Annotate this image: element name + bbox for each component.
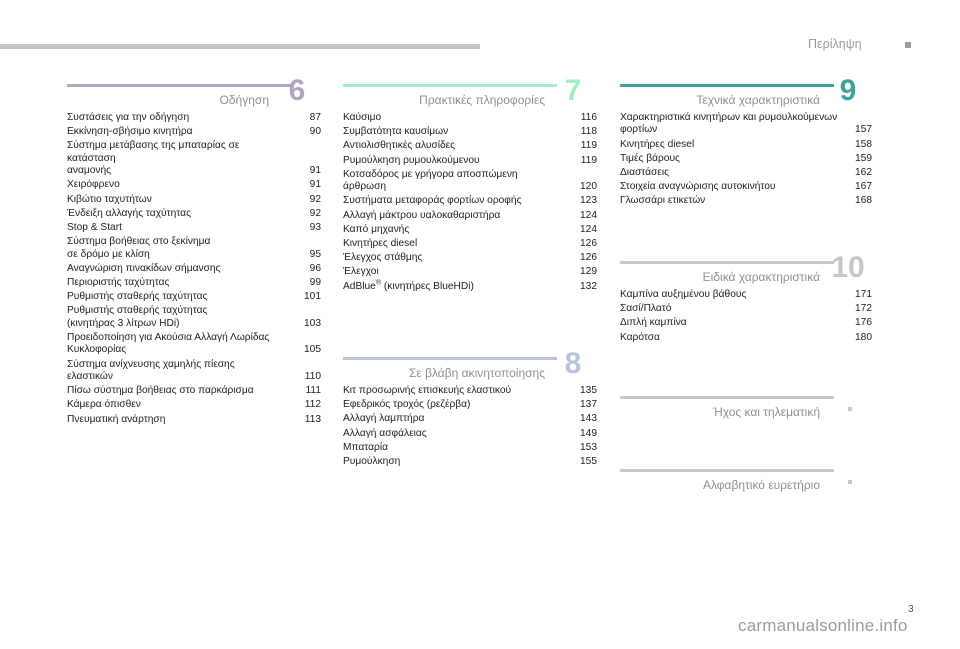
toc-entry[interactable] [67, 194, 321, 206]
toc-entry-label: Ρυμούλκηση [343, 456, 401, 468]
toc-entry-label: Εφεδρικός τροχός (ρεζέρβα) [343, 399, 471, 411]
toc-entry-page: 119 [580, 154, 597, 166]
toc-entry-page: 101 [304, 291, 321, 303]
toc-entry[interactable] [343, 413, 597, 425]
toc-entry[interactable] [67, 179, 321, 191]
toc-entry-label: Κοτσαδόρος με γρήγορα αποσπώμενη άρθρωση [343, 168, 518, 193]
toc-entry-label [343, 281, 474, 293]
toc-entry-label: Αλλαγή λαμπτήρα [343, 413, 425, 425]
toc-entry-page: 167 [855, 181, 872, 193]
toc-entry[interactable] [343, 140, 597, 152]
toc-entry-page: 92 [309, 207, 321, 219]
toc-entry-label: Αλλαγή ασφάλειας [343, 427, 427, 439]
section-title: Πρακτικές πληροφορίες [419, 93, 545, 107]
toc-entry-label: Μπαταρία [343, 441, 388, 453]
toc-entry-page: 119 [580, 140, 597, 152]
toc-entry-page: 111 [305, 385, 321, 397]
toc-entry[interactable] [67, 359, 321, 384]
toc-entry-label: Προειδοποίηση για Ακούσια Αλλαγή Λωρίδας Κυκλοφορίας [67, 332, 270, 356]
toc-entry[interactable] [343, 252, 597, 264]
toc-entry-page: 159 [855, 152, 872, 164]
toc-entry[interactable] [67, 208, 321, 220]
toc-entry-page: 129 [580, 266, 597, 278]
footer-watermark: carmanualsonline.info [738, 616, 908, 635]
toc-entry-label: Σύστημα ανίχνευσης χαμηλής πίεσης ελαστικών [67, 358, 235, 383]
toc-entry-label: Σύστημα μετάβασης της μπαταρίας σε κατάσταση αναμονής [67, 140, 240, 177]
section-title: Τεχνικά χαρακτηριστικά [696, 93, 820, 107]
toc-entry-page: 137 [580, 399, 597, 411]
toc-entry-label: Κάμερα όπισθεν [67, 399, 141, 411]
toc-entry[interactable] [67, 332, 321, 357]
toc-entry-label: Αλλαγή μάκτρου υαλοκαθαριστήρα [343, 209, 501, 221]
toc-entry[interactable] [343, 210, 597, 222]
page-header-summary: Περίληψη [808, 37, 862, 51]
section-bar [620, 261, 834, 264]
toc-entry-page: 95 [309, 248, 321, 260]
toc-entry-page: 120 [580, 181, 597, 193]
toc-entry[interactable] [67, 277, 321, 289]
section-title: Ειδικά χαρακτηριστικά [702, 270, 820, 284]
section-dot-marker [848, 407, 852, 411]
toc-entry-page: 176 [855, 317, 872, 329]
toc-entry[interactable] [67, 414, 321, 426]
toc-entry-page: 90 [309, 126, 321, 138]
toc-entry[interactable] [620, 139, 872, 151]
toc-entry-label: Ρυμούλκηση ρυμουλκούμενου [343, 154, 480, 166]
toc-entry-label: Ρυθμιστής σταθερής ταχύτητας [67, 291, 208, 303]
toc-entry[interactable] [343, 112, 597, 124]
toc-entry-page: 110 [304, 371, 321, 383]
toc-entry-page: 168 [855, 195, 872, 207]
toc-entry-page: 172 [855, 303, 872, 315]
toc-entry[interactable] [620, 303, 872, 315]
toc-entry[interactable] [620, 317, 872, 329]
toc-entry-label: Κινητήρες diesel [620, 138, 695, 150]
toc-entry-page: 91 [309, 165, 321, 177]
section-dot-marker [848, 480, 852, 484]
toc-entry[interactable] [343, 385, 597, 397]
toc-entry-page: 93 [309, 222, 321, 234]
toc-entry-label: Αντιολισθητικές αλυσίδες [343, 140, 456, 152]
section-title: Αλφαβητικό ευρετήριο [702, 478, 820, 492]
toc-entry-page: 126 [580, 252, 597, 264]
section-bar [343, 357, 557, 360]
toc-entry[interactable] [343, 266, 597, 278]
toc-entry[interactable] [343, 126, 597, 138]
toc-entry-label: Σασί/Πλατό [620, 303, 672, 315]
toc-entry-page: 124 [580, 209, 597, 221]
toc-entry-label: Ένδειξη αλλαγής ταχύτητας [67, 207, 191, 219]
toc-entries [343, 112, 597, 295]
toc-entry-label: Καπό μηχανής [343, 223, 410, 235]
toc-entry[interactable] [67, 399, 321, 411]
toc-entry-label: Πίσω σύστημα βοήθειας στο παρκάρισμα [67, 385, 254, 397]
header-square-marker [905, 42, 911, 48]
toc-entry-page: 157 [855, 124, 872, 136]
toc-entry[interactable] [67, 305, 321, 330]
toc-entry[interactable] [620, 181, 872, 193]
section-number: 9 [839, 74, 857, 107]
section-number: 8 [564, 347, 582, 380]
toc-entry-label: Stop & Start [67, 222, 122, 234]
toc-entry-page: 149 [580, 427, 597, 439]
toc-entry-page: 135 [580, 385, 597, 396]
toc-entry-label: Καρότσα [620, 331, 660, 343]
toc-entry[interactable] [343, 456, 597, 468]
toc-entry-label: Χειρόφρενο [67, 179, 120, 191]
toc-entry-page: 126 [580, 238, 597, 250]
toc-entries [620, 112, 872, 210]
toc-entry-page: 91 [309, 179, 321, 191]
section-bar [620, 469, 834, 472]
toc-entry-label: Έλεγχος στάθμης [343, 252, 423, 264]
toc-entry[interactable] [343, 281, 597, 293]
section-title: Σε βλάβη ακινητοποίησης [408, 366, 545, 380]
toc-entry-label: Στοιχεία αναγνώρισης αυτοκινήτου [620, 181, 776, 193]
toc-entry-label: Διπλή καμπίνα [620, 317, 687, 329]
toc-entry-page: 132 [580, 280, 597, 292]
toc-entry-label: Χαρακτηριστικά κινητήρων και ρυμουλκούμενων φορτίων [620, 112, 838, 136]
section-number: 10 [831, 251, 865, 284]
toc-entry-page: 87 [309, 112, 321, 123]
toc-entry-page: 158 [855, 138, 872, 150]
toc-entry-page: 171 [855, 289, 872, 300]
toc-entry-label: Σύστημα βοήθειας στο ξεκίνημα σε δρόμο με κλίση [67, 236, 211, 260]
toc-entry-page: 96 [309, 262, 321, 274]
toc-entries [67, 112, 321, 428]
section-bar [620, 84, 834, 87]
section-bar [343, 84, 557, 87]
toc-entry-label: Συστάσεις για την οδήγηση [67, 112, 190, 123]
toc-entry-page: 103 [304, 317, 321, 329]
toc-entry[interactable] [343, 195, 597, 207]
toc-entry-page: 123 [580, 195, 597, 207]
toc-entry-label-prefix: AdBlue [343, 280, 376, 292]
toc-entry[interactable] [67, 236, 321, 261]
toc-entry-label: Καμπίνα αυξημένου βάθους [620, 289, 747, 300]
toc-entry-label: Καύσιμο [343, 112, 382, 123]
trademark-mark: ® [375, 279, 382, 287]
toc-entry[interactable] [620, 289, 872, 301]
toc-entry-label: Έλεγχοι [343, 266, 379, 278]
toc-entry-page: 143 [580, 413, 597, 425]
toc-entry-page: 118 [580, 126, 597, 138]
toc-entry[interactable] [67, 385, 321, 397]
section-title: Ήχος και τηλεματική [712, 405, 820, 419]
toc-entry[interactable] [620, 332, 872, 344]
toc-entries [343, 385, 597, 470]
toc-entry[interactable] [343, 399, 597, 411]
toc-entry[interactable] [67, 222, 321, 234]
toc-entry[interactable] [620, 153, 872, 165]
section-number: 7 [564, 74, 582, 107]
toc-entry-label: Συστήματα μεταφοράς φορτίων οροφής [343, 195, 522, 207]
toc-entry-page: 113 [304, 413, 321, 425]
toc-entry-page: 180 [855, 331, 872, 343]
toc-entry-page: 112 [304, 399, 321, 411]
toc-entry-label: Εκκίνηση-σβήσιμο κινητήρα [67, 126, 193, 138]
toc-entry[interactable] [620, 112, 872, 137]
toc-entry[interactable] [343, 155, 597, 167]
toc-entry-page: 116 [580, 112, 597, 123]
toc-entry-page: 155 [580, 456, 597, 468]
toc-entry-page: 105 [304, 344, 321, 356]
toc-entry[interactable] [67, 140, 321, 177]
toc-entry-label: Πνευματική ανάρτηση [67, 413, 166, 425]
toc-entry[interactable] [67, 291, 321, 303]
toc-entry-label: Διαστάσεις [620, 167, 670, 179]
toc-entry[interactable] [67, 126, 321, 138]
section-number: 6 [288, 74, 306, 107]
toc-entry-label: Κινητήρες diesel [343, 238, 418, 250]
toc-entry-label: Ρυθμιστής σταθερής ταχύτητας (κινητήρας 3 λίτρων HDi) [67, 305, 208, 329]
section-title: Οδήγηση [219, 93, 269, 107]
toc-entry-label: Γλωσσάρι ετικετών [620, 195, 706, 207]
toc-entry[interactable] [620, 167, 872, 179]
toc-entry[interactable] [343, 169, 597, 194]
toc-entry-page: 99 [309, 277, 321, 289]
page-number: 3 [908, 604, 914, 615]
toc-entry-label: Κιτ προσωρινής επισκευής ελαστικού [343, 385, 512, 396]
toc-entry-label: Περιοριστής ταχύτητας [67, 277, 170, 289]
toc-entry-page: 162 [855, 167, 872, 179]
section-bar [620, 396, 834, 399]
toc-entry-page: 153 [580, 441, 597, 453]
toc-entry-label-text: (κινητήρες BlueHDi) [383, 280, 474, 292]
top-decor-bar [0, 44, 480, 49]
toc-entry-label: Συμβατότητα καυσίμων [343, 126, 449, 138]
toc-entry-label: Τιμές βάρους [620, 152, 680, 164]
section-bar [67, 84, 291, 87]
toc-entry[interactable] [343, 442, 597, 454]
toc-entry-label: Αναγνώριση πινακίδων σήμανσης [67, 262, 221, 274]
toc-entry[interactable] [620, 195, 872, 207]
toc-entry[interactable] [343, 224, 597, 236]
toc-entries [620, 289, 872, 346]
toc-entry-label: Κιβώτιο ταχυτήτων [67, 193, 152, 205]
toc-entry[interactable] [67, 112, 321, 124]
toc-entry-page: 124 [580, 223, 597, 235]
toc-entry[interactable] [343, 428, 597, 440]
toc-entry[interactable] [67, 263, 321, 275]
toc-entry-page: 92 [309, 193, 321, 205]
toc-entry[interactable] [343, 238, 597, 250]
